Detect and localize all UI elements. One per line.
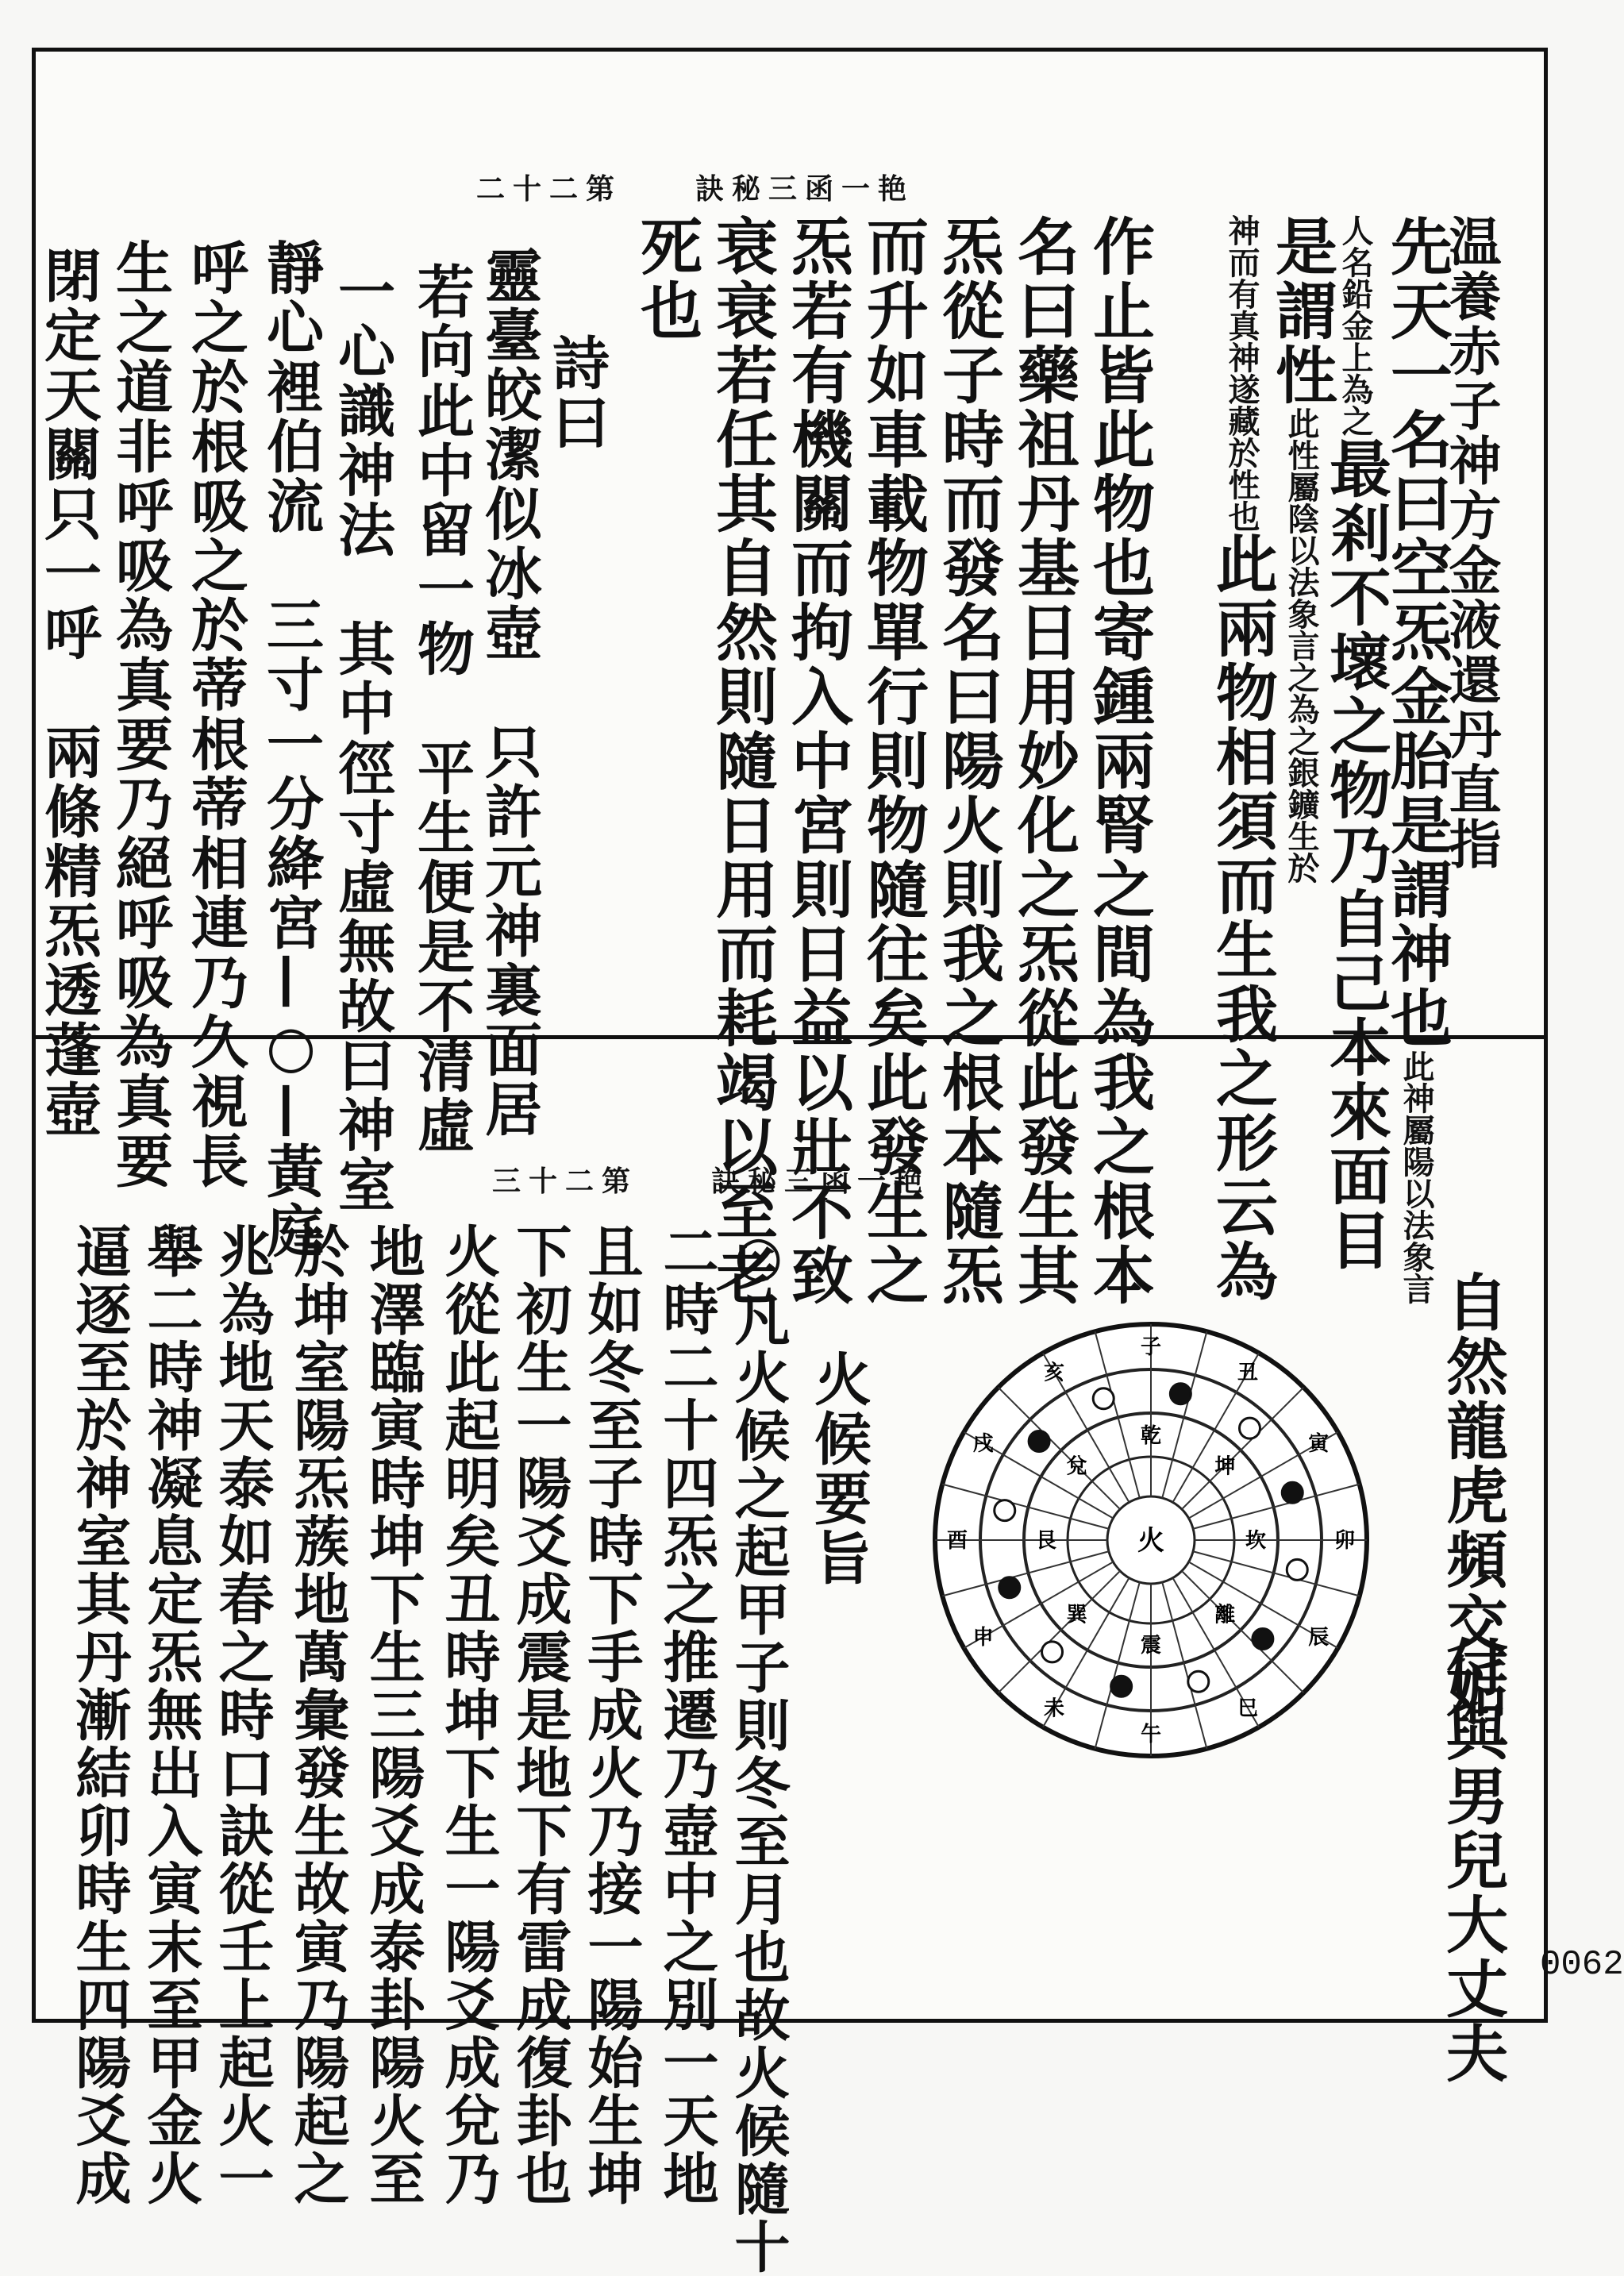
upper-column — [706, 214, 778, 1307]
lower-column: 兆為地天泰如春之時口訣從壬上起火一 — [210, 1223, 275, 2208]
upper-column — [932, 214, 1004, 1307]
diagram-label: 離 — [1214, 1603, 1236, 1627]
annotation-note: 此性屬陰以法象言之為之銀鑛 — [1283, 407, 1320, 820]
annotation-note: 此神屬陽以法象言 — [1398, 1050, 1435, 1304]
column-text: 生之道非呼吸為真要乃絕呼吸為真要 — [106, 238, 174, 1191]
upper-column — [35, 246, 102, 1139]
lower-column: 且如冬至子時下手成火乃接一陽始生坤 — [579, 1223, 645, 2208]
diagram-label: 丑 — [1237, 1361, 1259, 1385]
column-text: 炁從子時而發名曰陽火則我之根本隨炁 — [932, 214, 1004, 1307]
diagram-label: 艮 — [1035, 1529, 1057, 1553]
column-text: 温養赤子神方金液還丹直指 — [1440, 214, 1502, 872]
caption-col-1: 自然龍虎頻交姤 — [1436, 1270, 1508, 1720]
lower-column: 下初生一陽爻成震是地下有雷成復卦也 — [507, 1223, 573, 2208]
diagram-label: 未 — [1043, 1696, 1065, 1721]
diagram-label: 戌 — [972, 1432, 994, 1456]
diagram-label: 震 — [1140, 1634, 1162, 1658]
section-title: 火候要旨 — [805, 1350, 872, 1588]
column-text: 炁若有機關而拘入中宮則日益以壯不致 — [781, 214, 853, 1307]
moon-phase-mark — [1042, 1642, 1063, 1662]
column-text: 衰衰若任其自然則隨日用而耗竭以至老 — [706, 214, 778, 1307]
annotation-note: 生於 — [1283, 820, 1320, 884]
column-text: 而升如車載物單行則物隨往矣此發生之 — [856, 214, 929, 1307]
upper-column — [543, 333, 610, 1127]
moon-phase-mark — [1282, 1482, 1303, 1503]
diagram-label: 寅 — [1308, 1432, 1330, 1456]
column-text: 閉定天關只一呼 兩條精炁透蓬壺 — [35, 246, 102, 1139]
annotation-note: 人名鉛金上為之 — [1337, 214, 1374, 437]
upper-column — [1083, 214, 1155, 1307]
upper-column — [475, 246, 543, 1139]
moon-phase-mark — [1287, 1559, 1307, 1580]
column-text: 靈臺皎潔似冰壺 只許元神裏面居 — [475, 246, 543, 1139]
column-text: 最剎不壞之物乃自己本來面目 — [1319, 437, 1391, 1273]
lower-column: 舉二時神凝息定炁無出入寅末至甲金火 — [138, 1223, 204, 2208]
column-text: 若向此中留一物 平生便是不清虛 — [408, 262, 475, 1155]
moon-phase-mark — [1188, 1671, 1209, 1692]
moon-phase-mark — [995, 1500, 1015, 1521]
upper-column — [1265, 214, 1337, 1008]
page-number: 0062 — [1540, 1945, 1624, 1985]
moon-phase-mark — [1029, 1431, 1049, 1452]
diagram-label: 坤 — [1214, 1454, 1236, 1479]
diagram-label: 子 — [1140, 1335, 1162, 1359]
upper-column — [630, 214, 702, 1008]
column-text: 詩曰 — [543, 333, 610, 453]
moon-phase-mark — [1239, 1418, 1260, 1438]
column-text: 靜心裡伯流 三寸一分絳宮—○—黃庭 — [257, 238, 325, 1261]
annotation-note: 神而有真神遂藏於性也 — [1223, 214, 1260, 532]
upper-column — [408, 262, 475, 1155]
upper-column — [1206, 214, 1278, 1304]
diagram-label: 坎 — [1245, 1529, 1267, 1553]
upper-page-header: 二十二第 訣秘三函一艳 — [476, 172, 915, 206]
upper-column — [1380, 214, 1453, 1304]
lower-column: ○凡火候之起甲子則冬至月也故火候隨十 — [725, 1223, 791, 2276]
diagram-center-glyph: 火 — [1137, 1525, 1164, 1557]
column-text: 死也 — [630, 214, 702, 343]
diagram-label: 巳 — [1237, 1696, 1259, 1721]
upper-column — [781, 214, 853, 1307]
upper-column — [257, 238, 325, 1261]
diagram-label: 辰 — [1308, 1626, 1330, 1650]
moon-phase-mark — [1253, 1628, 1273, 1649]
diagram-label: 巽 — [1066, 1603, 1087, 1627]
diagram-label: 卯 — [1333, 1529, 1356, 1553]
upper-column — [1007, 214, 1079, 1307]
upper-column — [856, 214, 929, 1307]
moon-phase-mark — [1170, 1384, 1191, 1404]
column-text: 一心識神法 其中徑寸虛無故曰神室 — [329, 262, 396, 1215]
column-text: 名曰藥祖丹基日用妙化之炁從此發生其 — [1007, 214, 1079, 1307]
lower-page-header: 三十二第 訣秘三函一艳 — [492, 1165, 931, 1198]
diagram-label: 午 — [1140, 1723, 1162, 1746]
firing-cycle-diagram — [929, 1318, 1373, 1762]
caption-col-2: 付與男兒大丈夫 — [1436, 1635, 1508, 2085]
diagram-label: 亥 — [1043, 1361, 1065, 1385]
lower-column: 逼逐至於神室其丹漸結卯時生四陽爻成 — [67, 1223, 133, 2208]
upper-column — [106, 238, 174, 1191]
upper-column — [182, 238, 249, 1191]
lower-column: 地澤臨寅時坤下生三陽爻成泰卦陽火至 — [360, 1223, 426, 2208]
lower-column: 火從此起明矣丑時坤下生一陽爻成兌乃 — [436, 1223, 502, 2208]
lower-column: 二時二十四炁之推遷乃壺中之別一天地 — [654, 1223, 720, 2208]
moon-phase-mark — [1093, 1388, 1114, 1409]
column-text: 此兩物相須而生我之形云為 — [1206, 532, 1278, 1304]
diagram-label: 乾 — [1140, 1424, 1162, 1448]
column-text: 是謂性 — [1265, 214, 1337, 407]
diagram-label: 申 — [972, 1626, 994, 1650]
upper-column — [329, 262, 396, 1215]
lower-column: 於坤室陽炁蔟地萬彙發生故寅乃陽起之 — [285, 1223, 351, 2208]
column-text: 先天一名曰空炁金胎是謂神也 — [1380, 214, 1453, 1050]
diagram-label: 酉 — [946, 1529, 968, 1553]
moon-phase-mark — [999, 1577, 1020, 1598]
column-text: 呼之於根吸之於蒂根蒂相連乃久視長 — [182, 238, 249, 1191]
column-text: 作止皆此物也寄鍾兩腎之間為我之根本 — [1083, 214, 1155, 1307]
moon-phase-mark — [1111, 1676, 1132, 1696]
diagram-label: 兌 — [1066, 1454, 1087, 1479]
